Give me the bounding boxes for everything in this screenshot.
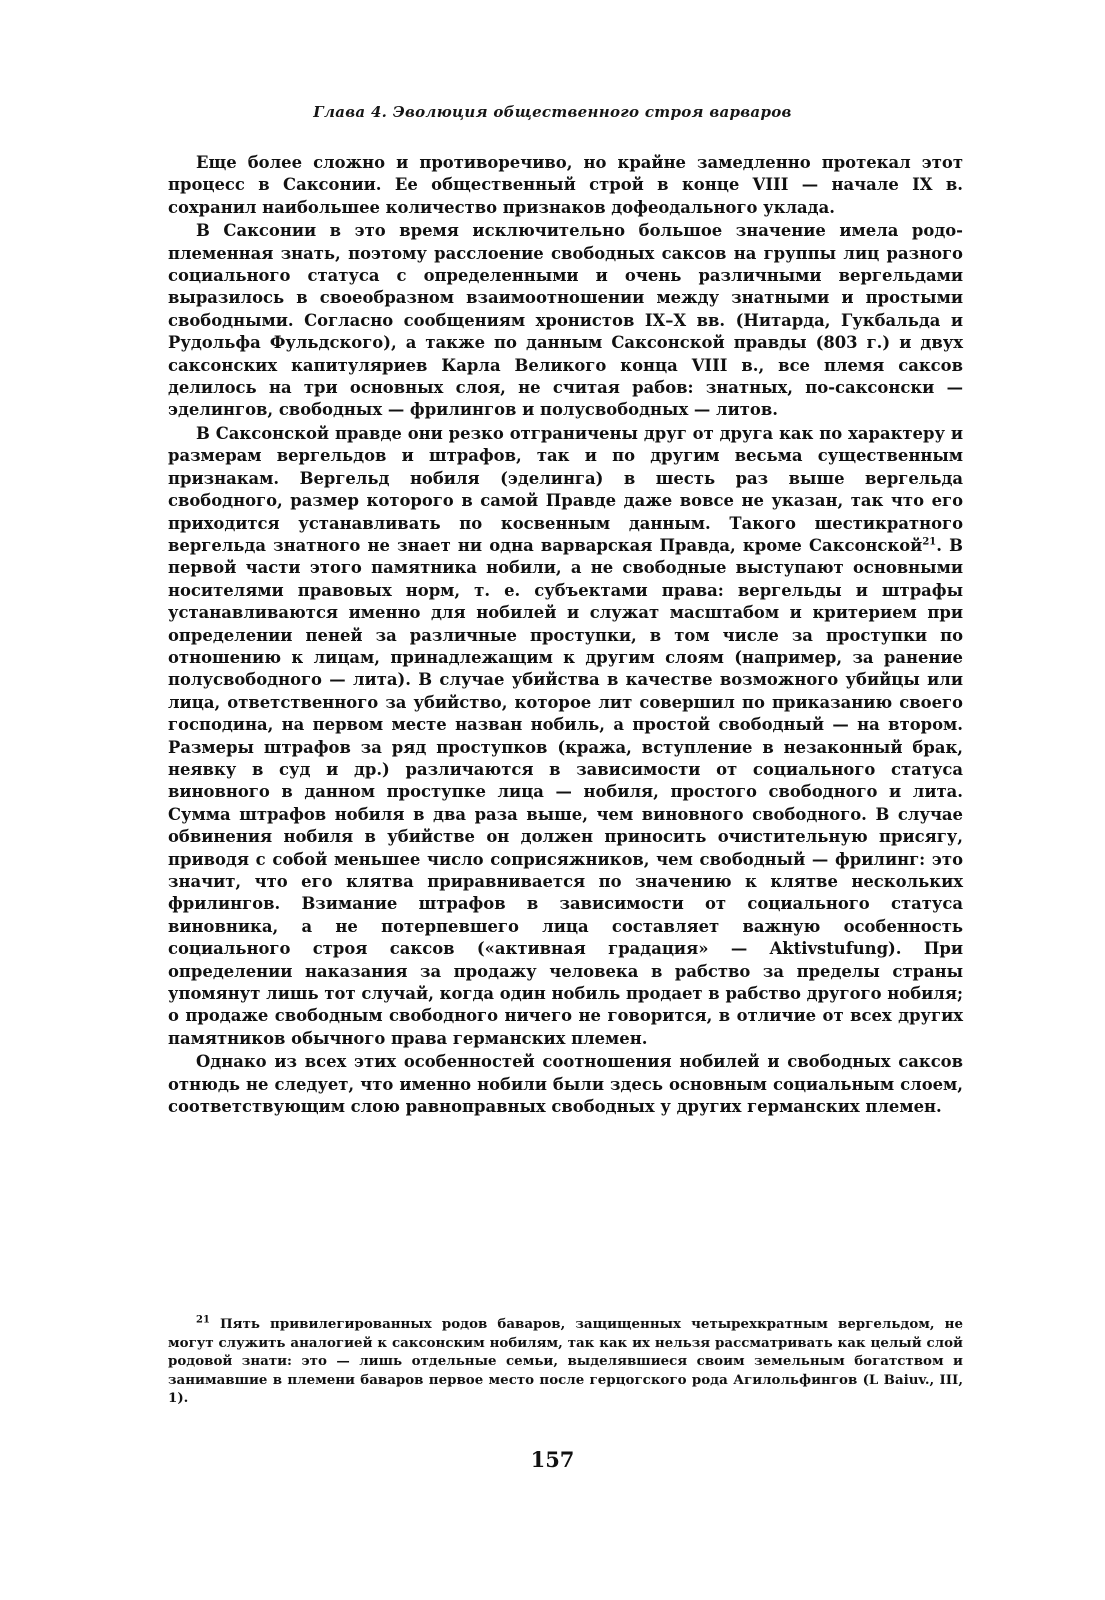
paragraph-3-continuation: . В первой части этого памятника нобили, а не свободные выступают основными носителями правовых норм, т. е. субъектами права: вергельды и штрафы устанавливаются именно для нобилей и служат масштабом и критерием при определении пеней за различные проступки, в том числе за проступки по отношению к лицам, принадлежащим к другим слоям (например, за ранение полусвободного — лита). В случае убийства в качестве возможного убийцы или лица, ответственного за убийство, которое лит совершил по приказанию своего господина, на первом месте назван нобиль, а простой свободный — на втором. Размеры штрафов за ряд проступков (кража, вступление в незаконный брак, неявку в суд и др.) различаются в зависимости от социального статуса виновного в данном проступке лица — нобиля, простого свободного и лита. Сумма штрафов нобиля в два раза выше, чем виновного свободного. В случае обвинения нобиля в убийстве он должен приносить очистительную присягу, приводя с собой меньшее число соприсяжников, чем свободный — фрилинг: это значит, что его клятва приравнивается по значению к клятве нескольких фрилингов. Взимание штрафов в зависимости от социального статуса виновника, а не потерпевшего лица составляет важную особенность социального строя саксов («активная градация» — Aktivstufung). При определении наказания за продажу человека в рабство за пределы страны упомянут лишь тот случай, когда один нобиль продает в рабство другого нобиля; о продаже свободным свободного ничего не говорится, в отличие от всех других памятников обычного права германских племен. (168, 535, 963, 1048)
paragraph-3-start: В Саксонской правде они резко отграничены друг от друга как по характеру и размерам вергельдов и штрафов, так и по другим весьма существенным признакам. Вергельд нобиля (эделинга) в шесть раз выше вергельда свободного, размер которого в самой Правде даже вовсе не указан, так что его приходится устанавливать по косвенным данным. Такого шестикратного вергельда знатного не знает ни одна варварская Правда, кроме Саксонской (168, 423, 963, 555)
footnote-text: Пять привилегированных родов баваров, защищенных четырехкратным вергельдом, не могут служить аналогией к саксонским нобилям, так как их нельзя рассматривать как целый слой родовой знати: это — лишь отдельные семьи, выделявшиеся своим земельным богатством и занимавшие в племени баваров первое место после герцогского рода Агилольфингов (L Baiuv., III, 1). (168, 1316, 963, 1406)
footnote-reference: 21 (922, 536, 937, 548)
footnote-marker: 21 (196, 1314, 210, 1326)
main-text (168, 152, 963, 1118)
paragraph-4: Однако из всех этих особенностей соотношения нобилей и свободных саксов отнюдь не следует, что именно нобили были здесь основным социальным слоем, соответствующим слою равноправных свободных у других германских племен. (168, 1052, 963, 1117)
paragraph-1: Еще более сложно и противоречиво, но крайне замедленно протекал этот процесс в Саксонии. Ее общественный строй в конце VIII — начале IX в. сохранил наибольшее количество признаков дофеодального уклада. (168, 153, 963, 217)
page-number: 157 (530, 1447, 575, 1472)
paragraph-3 (168, 423, 963, 1050)
running-head: Глава 4. Эволюция общественного строя варваров (313, 103, 792, 121)
footnote (168, 1315, 963, 1408)
paragraph-2: В Саксонии в это время исключительно большое значение имела родо-племенная знать, поэтому расслоение свободных саксов на группы лиц разного социального статуса с определенными и очень различными вергельдами выразилось в своеобразном взаимоотношении между знатными и простыми свободными. Согласно сообщениям хронистов IX–X вв. (Нитарда, Гукбальда и Рудольфа Фульдского), а также по данным Саксонской правды (803 г.) и двух саксонских капитуляриев Карла Великого конца VIII в., все племя саксов делилось на три основных слоя, не считая рабов: знатных, по-саксонски — эделингов, свободных — фрилингов и полусвободных — литов. (168, 221, 963, 420)
